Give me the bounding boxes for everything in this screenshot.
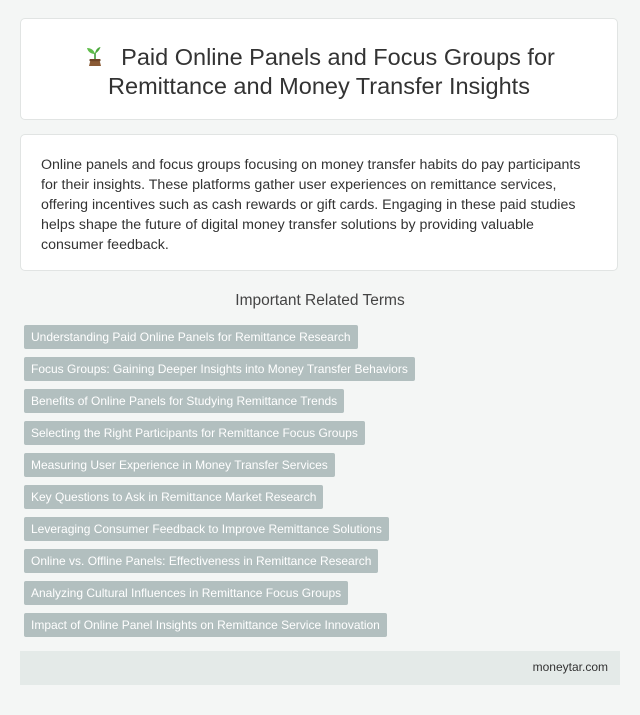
title-card	[20, 18, 618, 120]
related-term-item	[24, 453, 415, 477]
summary-text: Online panels and focus groups focusing on money transfer habits do pay participants for their insights. These platforms gather user experiences on remittance services, offering incentives such as cash rewards or gift cards. Engaging in these paid studies helps shape the future of digital money transfer solutions by providing valuable consumer feedback.	[41, 157, 581, 253]
related-term-tag[interactable]: Analyzing Cultural Influences in Remittance Focus Groups	[24, 581, 348, 605]
page-title	[21, 43, 617, 101]
related-term-item	[24, 613, 415, 637]
related-term-item	[24, 421, 415, 445]
related-term-tag[interactable]: Impact of Online Panel Insights on Remittance Service Innovation	[24, 613, 387, 637]
related-term-tag[interactable]: Online vs. Offline Panels: Effectiveness in Remittance Research	[24, 549, 378, 573]
related-terms-heading: Important Related Terms	[235, 292, 405, 309]
footer-site-link[interactable]: moneytar.com	[532, 660, 608, 674]
related-terms-list	[24, 325, 415, 645]
sprout-icon	[83, 44, 107, 68]
summary-card	[20, 134, 618, 271]
related-term-tag[interactable]: Benefits of Online Panels for Studying Remittance Trends	[24, 389, 344, 413]
related-term-tag[interactable]: Understanding Paid Online Panels for Remittance Research	[24, 325, 358, 349]
related-term-item	[24, 389, 415, 413]
related-term-item	[24, 581, 415, 605]
related-term-tag[interactable]: Focus Groups: Gaining Deeper Insights into Money Transfer Behaviors	[24, 357, 415, 381]
related-term-item	[24, 517, 415, 541]
related-term-tag[interactable]: Leveraging Consumer Feedback to Improve Remittance Solutions	[24, 517, 389, 541]
related-term-item	[24, 549, 415, 573]
related-term-tag[interactable]: Selecting the Right Participants for Remittance Focus Groups	[24, 421, 365, 445]
related-term-item	[24, 485, 415, 509]
related-term-item	[24, 325, 415, 349]
related-term-tag[interactable]: Key Questions to Ask in Remittance Market Research	[24, 485, 323, 509]
related-term-tag[interactable]: Measuring User Experience in Money Transfer Services	[24, 453, 335, 477]
related-term-item	[24, 357, 415, 381]
page-title-text: Paid Online Panels and Focus Groups for Remittance and Money Transfer Insights	[108, 44, 555, 99]
footer	[20, 651, 620, 685]
